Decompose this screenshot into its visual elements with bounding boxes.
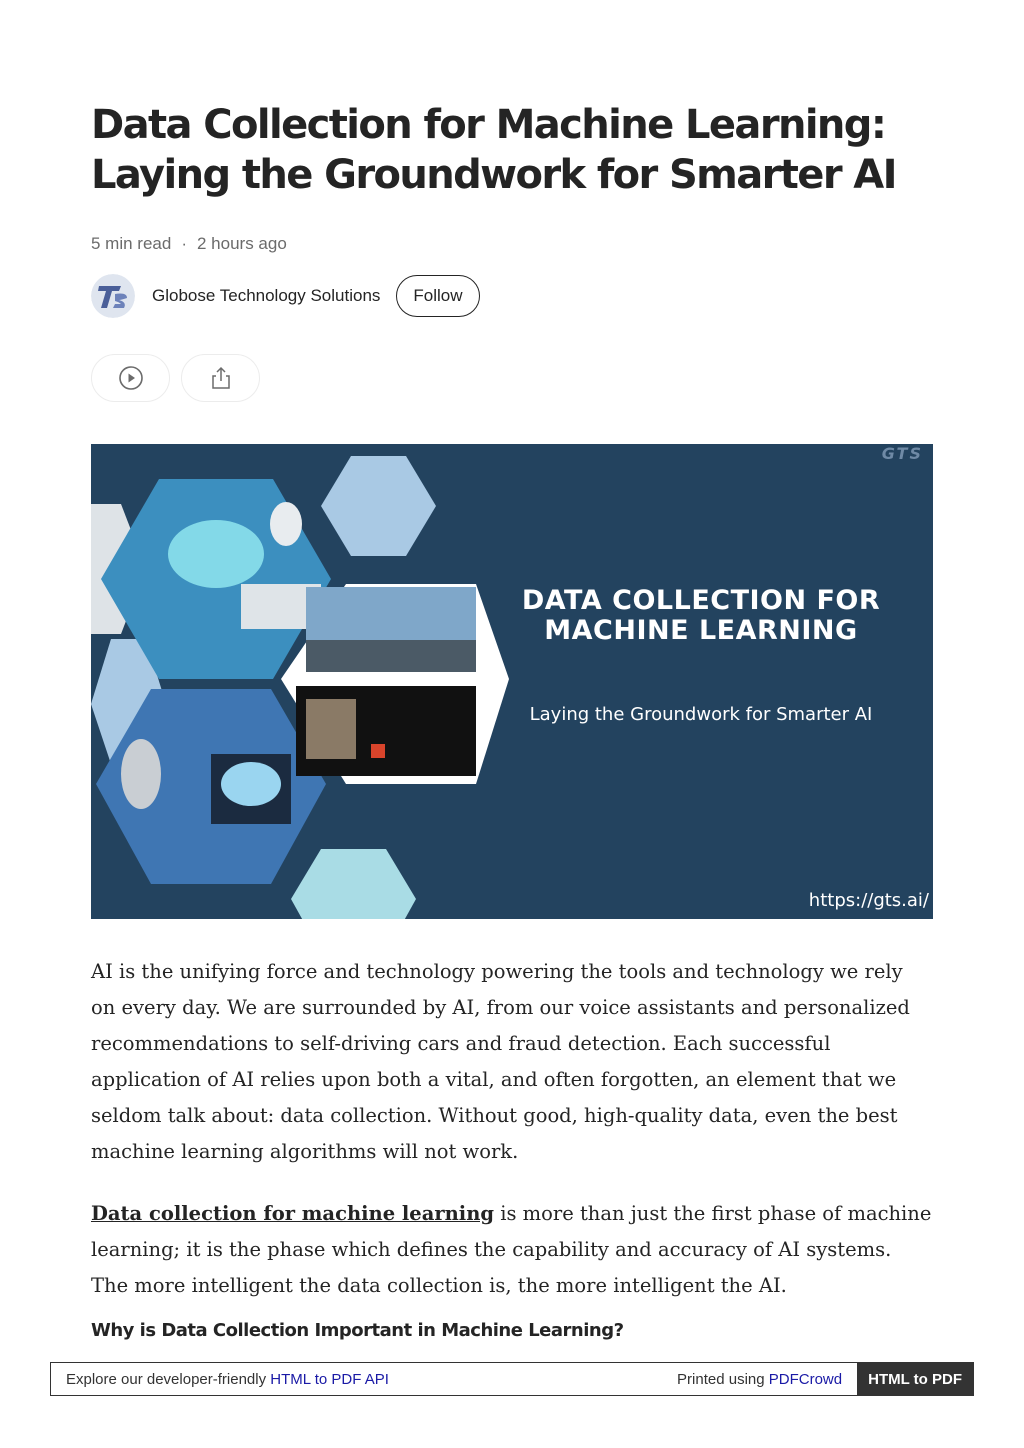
author-avatar[interactable] xyxy=(91,274,135,318)
read-time: 5 min read xyxy=(91,234,172,253)
share-icon xyxy=(208,365,234,391)
hero-url: https://gts.ai/ xyxy=(808,890,929,911)
hero-gts-logo: GTS xyxy=(881,444,923,463)
body-paragraph-2 xyxy=(91,1196,933,1304)
section-subheading: Why is Data Collection Important in Machine Learning? xyxy=(91,1320,624,1341)
pdf-footer-bar xyxy=(50,1362,974,1396)
play-circle-icon xyxy=(118,365,144,391)
article xyxy=(91,100,933,1341)
pdfcrowd-link[interactable]: PDFCrowd xyxy=(768,1370,843,1388)
share-button[interactable] xyxy=(181,354,260,402)
article-body xyxy=(91,954,933,1330)
explore-text: Explore our developer-friendly xyxy=(66,1370,271,1388)
published-time: 2 hours ago xyxy=(197,234,287,253)
hero-hexagon-collage xyxy=(91,444,933,919)
author-row xyxy=(91,274,480,318)
html-to-pdf-button[interactable]: HTML to PDF xyxy=(857,1363,973,1395)
article-title: Data Collection for Machine Learning: Laying the Groundwork for Smarter AI xyxy=(91,102,896,198)
body-paragraph-1: AI is the unifying force and technology powering the tools and technology we rely on every day. We are surrounded by AI, from our voice assistants and personalized recommendations to self-driving cars and fraud detection. Each successful application of AI relies upon both a vital, and often forgotten, an element that we seldom talk about: data collection. Without good, high-quality data, even the best machine learning algorithms will not work. xyxy=(91,960,910,1163)
follow-button[interactable]: Follow xyxy=(396,275,479,317)
meta-separator: · xyxy=(181,234,187,253)
hero-image xyxy=(91,444,933,919)
hero-headline: DATA COLLECTION FOR MACHINE LEARNING xyxy=(521,585,881,646)
article-actions xyxy=(91,354,271,402)
html-to-pdf-api-link[interactable]: HTML to PDF API xyxy=(270,1370,389,1388)
article-meta xyxy=(91,234,287,254)
gts-logo-icon xyxy=(91,274,135,318)
author-name[interactable]: Globose Technology Solutions xyxy=(152,286,381,305)
hero-subline: Laying the Groundwork for Smarter AI xyxy=(529,704,873,725)
listen-button[interactable] xyxy=(91,354,170,402)
body-paragraph-2-text: is more than just the first phase of machine learning; it is the phase which defines the capability and accuracy of AI systems. The more intelligent the data collection is, the more intelligent the AI. xyxy=(91,1202,932,1297)
pdf-footer-printed xyxy=(677,1371,857,1388)
data-collection-link[interactable]: Data collection for machine learning xyxy=(91,1202,495,1225)
printed-text: Printed using xyxy=(677,1370,769,1388)
pdf-footer-explore xyxy=(51,1371,677,1388)
